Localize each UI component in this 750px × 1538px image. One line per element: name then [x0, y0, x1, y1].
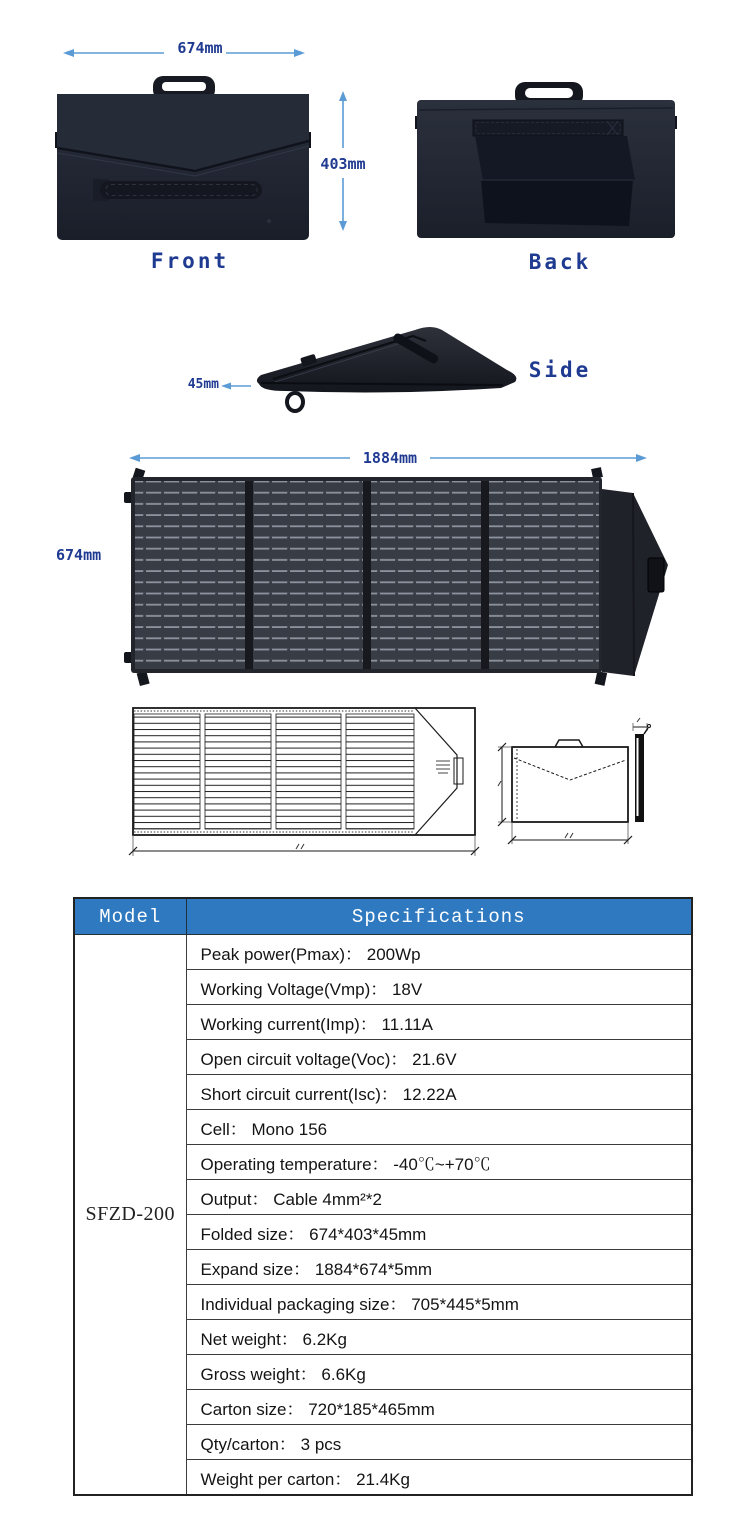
- back-photo: [415, 80, 677, 242]
- line-drawing-side: [633, 718, 651, 822]
- spec-text: Qty/carton： 3 pcs: [186, 1425, 692, 1460]
- spec-text: Cell： Mono 156: [186, 1110, 692, 1145]
- front-height-dimension: 403mm: [320, 155, 366, 173]
- expanded-height-dimension: 674mm: [56, 546, 102, 564]
- front-photo: [55, 72, 311, 242]
- specifications-column-header: Specifications: [186, 898, 692, 935]
- spec-row: [74, 935, 692, 970]
- line-drawings: [110, 698, 690, 868]
- spec-text: Gross weight： 6.6Kg: [186, 1355, 692, 1390]
- expanded-width-dimension: 1884mm: [362, 449, 418, 467]
- spec-text: Open circuit voltage(Voc)： 21.6V: [186, 1040, 692, 1075]
- spec-text: Short circuit current(Isc)： 12.22A: [186, 1075, 692, 1110]
- spec-text: Weight per carton： 21.4Kg: [186, 1460, 692, 1496]
- model-column-header: Model: [74, 898, 186, 935]
- front-width-arrow: [62, 47, 306, 59]
- spec-text: Output： Cable 4mm²*2: [186, 1180, 692, 1215]
- table-header-row: [74, 898, 692, 935]
- spec-text: Working Voltage(Vmp)： 18V: [186, 970, 692, 1005]
- back-view-label: Back: [528, 250, 592, 274]
- front-view-label: Front: [150, 249, 230, 273]
- line-drawing-expanded: [129, 708, 479, 856]
- spec-text: Operating temperature： -40℃~+70℃: [186, 1145, 692, 1180]
- spec-text: Individual packaging size： 705*445*5mm: [186, 1285, 692, 1320]
- side-thickness-dimension: 45mm: [187, 377, 219, 392]
- side-view-label: Side: [528, 358, 592, 382]
- spec-text: Folded size： 674*403*45mm: [186, 1215, 692, 1250]
- spec-text: Carton size： 720*185*465mm: [186, 1390, 692, 1425]
- spec-text: Working current(Imp)： 11.11A: [186, 1005, 692, 1040]
- front-width-dimension: 674mm: [177, 39, 223, 57]
- spec-text: Net weight： 6.2Kg: [186, 1320, 692, 1355]
- line-drawing-folded: [498, 740, 632, 844]
- side-photo: [245, 322, 525, 417]
- spec-table: [73, 897, 693, 1496]
- model-value: SFZD-200: [74, 935, 186, 1496]
- spec-text: Expand size： 1884*674*5mm: [186, 1250, 692, 1285]
- expanded-photo: [110, 460, 680, 692]
- spec-text: Peak power(Pmax)： 200Wp: [186, 935, 692, 970]
